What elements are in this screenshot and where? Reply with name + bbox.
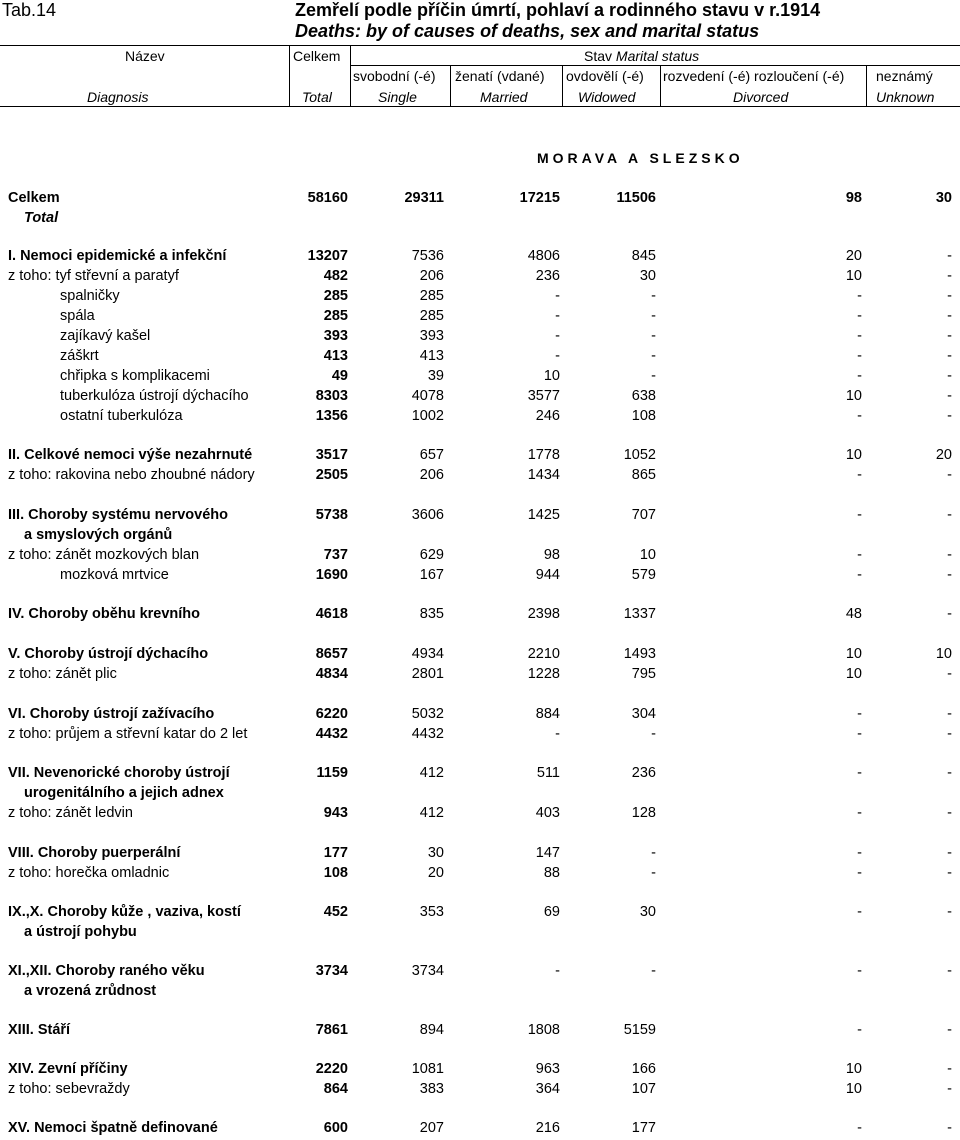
- cell-value: 88: [543, 865, 560, 881]
- cell-value: 10: [845, 1061, 862, 1077]
- cell-value: -: [947, 845, 952, 861]
- table-row: [0, 765, 960, 785]
- cell-value: 107: [631, 1081, 656, 1097]
- cell-value: 412: [419, 805, 444, 821]
- row-label: z toho: průjem a střevní katar do 2 let: [8, 726, 248, 742]
- cell-value: 1356: [315, 408, 348, 424]
- cell-value: 10: [639, 547, 656, 563]
- cell-value: 452: [323, 904, 348, 920]
- cell-value: -: [947, 1120, 952, 1136]
- col-married-label: ženatí (vdané): [455, 68, 545, 84]
- table-row: [0, 288, 960, 308]
- cell-value: 1434: [527, 467, 560, 483]
- table-row: [0, 785, 960, 805]
- cell-value: -: [857, 706, 862, 722]
- cell-value: -: [651, 845, 656, 861]
- cell-value: 894: [419, 1022, 444, 1038]
- cell-value: 69: [543, 904, 560, 920]
- cell-value: 1228: [527, 666, 560, 682]
- cell-value: -: [857, 408, 862, 424]
- row-label: IV. Choroby oběhu krevního: [8, 606, 201, 622]
- cell-value: 30: [639, 268, 656, 284]
- cell-value: 4806: [527, 248, 560, 264]
- cell-value: -: [947, 765, 952, 781]
- cell-value: 10: [543, 368, 560, 384]
- cell-value: 10: [845, 268, 862, 284]
- cell-value: -: [857, 805, 862, 821]
- cell-value: 167: [419, 567, 444, 583]
- cell-value: -: [857, 845, 862, 861]
- row-label: z toho: horečka omladnic: [8, 865, 170, 881]
- cell-value: 49: [331, 368, 348, 384]
- table-row: [0, 467, 960, 487]
- col-unknown-label: neznámý: [876, 68, 933, 84]
- cell-value: 128: [631, 805, 656, 821]
- cell-value: 4934: [411, 646, 444, 662]
- region-heading: MORAVA A SLEZSKO: [537, 150, 744, 166]
- cell-value: -: [651, 368, 656, 384]
- cell-value: 403: [535, 805, 560, 821]
- cell-value: 8303: [315, 388, 348, 404]
- cell-value: 17215: [519, 190, 560, 206]
- row-label: ostatní tuberkulóza: [60, 408, 183, 424]
- cell-value: -: [947, 606, 952, 622]
- cell-value: 3734: [315, 963, 348, 979]
- cell-value: 30: [427, 845, 444, 861]
- cell-value: -: [857, 507, 862, 523]
- cell-value: 393: [323, 328, 348, 344]
- cell-value: 10: [845, 666, 862, 682]
- cell-value: -: [857, 1120, 862, 1136]
- cell-value: 835: [419, 606, 444, 622]
- cell-value: -: [651, 865, 656, 881]
- col-name-label-en: Diagnosis: [87, 89, 149, 105]
- cell-value: -: [947, 507, 952, 523]
- row-label: z toho: tyf střevní a paratyf: [8, 268, 179, 284]
- table-row: [0, 706, 960, 726]
- table-row: [0, 1081, 960, 1101]
- col-divorced-label-en: Divorced: [733, 89, 789, 105]
- col-total-label-en: Total: [302, 89, 332, 105]
- table-row: [0, 983, 960, 1003]
- row-label: IX.,X. Choroby kůže , vaziva, kostí: [8, 904, 241, 920]
- cell-value: 7536: [411, 248, 444, 264]
- cell-value: 3517: [315, 447, 348, 463]
- cell-value: -: [947, 288, 952, 304]
- page-subtitle: Deaths: by of causes of deaths, sex and marital status: [295, 21, 760, 41]
- table-row: [0, 865, 960, 885]
- col-widowed-label: ovdovělí (-é): [566, 68, 644, 84]
- cell-value: -: [857, 547, 862, 563]
- cell-value: 8657: [315, 646, 348, 662]
- cell-value: -: [947, 865, 952, 881]
- cell-value: 795: [631, 666, 656, 682]
- table-row: [0, 328, 960, 348]
- row-label: tuberkulóza ústrojí dýchacího: [60, 388, 249, 404]
- cell-value: -: [651, 348, 656, 364]
- row-label: záškrt: [60, 348, 99, 364]
- cell-value: 20: [935, 447, 952, 463]
- cell-value: -: [947, 328, 952, 344]
- cell-value: 3734: [411, 963, 444, 979]
- cell-value: 1081: [411, 1061, 444, 1077]
- cell-value: 11506: [616, 190, 656, 206]
- cell-value: -: [947, 308, 952, 324]
- row-label: z toho: zánět ledvin: [8, 805, 133, 821]
- cell-value: 166: [631, 1061, 656, 1077]
- cell-value: 1808: [527, 1022, 560, 1038]
- table-row: [0, 368, 960, 388]
- cell-value: 1425: [527, 507, 560, 523]
- cell-value: 207: [419, 1120, 444, 1136]
- cell-value: 845: [631, 248, 656, 264]
- cell-value: -: [857, 288, 862, 304]
- cell-value: -: [947, 408, 952, 424]
- cell-value: -: [857, 348, 862, 364]
- cell-value: -: [947, 805, 952, 821]
- cell-value: -: [857, 308, 862, 324]
- cell-value: 1337: [623, 606, 656, 622]
- row-label: chřipka s komplikacemi: [60, 368, 210, 384]
- cell-value: 4618: [315, 606, 348, 622]
- cell-value: 2398: [527, 606, 560, 622]
- col-total-label: Celkem: [293, 48, 341, 64]
- cell-value: 865: [631, 467, 656, 483]
- row-label: III. Choroby systému nervového: [8, 507, 228, 523]
- table-row: [0, 805, 960, 825]
- cell-value: -: [947, 248, 952, 264]
- col-widowed-label-en: Widowed: [578, 89, 636, 105]
- cell-value: -: [857, 567, 862, 583]
- row-label: Total: [24, 210, 59, 226]
- cell-value: 147: [535, 845, 560, 861]
- stav-label: Stav Marital status: [584, 48, 700, 64]
- cell-value: -: [947, 904, 952, 920]
- cell-value: -: [555, 348, 560, 364]
- cell-value: 29311: [404, 190, 444, 206]
- row-label: zajíkavý kašel: [60, 328, 151, 344]
- table-row: [0, 348, 960, 368]
- cell-value: 10: [935, 646, 952, 662]
- cell-value: -: [947, 706, 952, 722]
- cell-value: -: [651, 963, 656, 979]
- row-label: mozková mrtvice: [60, 567, 169, 583]
- cell-value: -: [857, 865, 862, 881]
- cell-value: -: [947, 268, 952, 284]
- cell-value: 1778: [527, 447, 560, 463]
- cell-value: -: [947, 467, 952, 483]
- cell-value: 30: [639, 904, 656, 920]
- cell-value: -: [857, 328, 862, 344]
- cell-value: 177: [323, 845, 348, 861]
- row-label: z toho: zánět mozkových blan: [8, 547, 200, 563]
- cell-value: 4078: [411, 388, 444, 404]
- row-label: a ústrojí pohybu: [24, 924, 137, 940]
- row-label: VIII. Choroby puerperální: [8, 845, 181, 861]
- table-row: [0, 646, 960, 666]
- cell-value: -: [651, 308, 656, 324]
- cell-value: 707: [631, 507, 656, 523]
- row-label: VI. Choroby ústrojí zažívacího: [8, 706, 215, 722]
- row-label: spála: [60, 308, 95, 324]
- cell-value: 4834: [315, 666, 348, 682]
- cell-value: 413: [419, 348, 444, 364]
- cell-value: 285: [419, 288, 444, 304]
- cell-value: -: [857, 904, 862, 920]
- cell-value: 20: [845, 248, 862, 264]
- table-row: [0, 507, 960, 527]
- cell-value: 413: [323, 348, 348, 364]
- cell-value: 10: [845, 1081, 862, 1097]
- cell-value: 285: [323, 288, 348, 304]
- row-label: z toho: rakovina nebo zhoubné nádory: [8, 467, 255, 483]
- cell-value: -: [947, 1061, 952, 1077]
- table-row: [0, 408, 960, 428]
- cell-value: 864: [323, 1081, 348, 1097]
- cell-value: 236: [535, 268, 560, 284]
- cell-value: 98: [543, 547, 560, 563]
- row-label: XIV. Zevní příčiny: [8, 1061, 128, 1077]
- col-married-label-en: Married: [480, 89, 528, 105]
- cell-value: -: [947, 368, 952, 384]
- cell-value: 944: [535, 567, 560, 583]
- cell-value: 5032: [411, 706, 444, 722]
- cell-value: 5159: [623, 1022, 656, 1038]
- table-row: [0, 388, 960, 408]
- row-label: XV. Nemoci špatně definované: [8, 1120, 218, 1136]
- col-single-label-en: Single: [378, 89, 417, 105]
- cell-value: -: [555, 726, 560, 742]
- cell-value: -: [857, 765, 862, 781]
- cell-value: 393: [419, 328, 444, 344]
- cell-value: 177: [631, 1120, 656, 1136]
- cell-value: -: [947, 388, 952, 404]
- row-label: XI.,XII. Choroby raného věku: [8, 963, 205, 979]
- cell-value: 2210: [527, 646, 560, 662]
- table-row: [0, 447, 960, 467]
- cell-value: 108: [631, 408, 656, 424]
- cell-value: 10: [845, 447, 862, 463]
- cell-value: -: [947, 963, 952, 979]
- cell-value: 98: [845, 190, 862, 206]
- cell-value: 579: [631, 567, 656, 583]
- cell-value: 4432: [315, 726, 348, 742]
- cell-value: -: [947, 726, 952, 742]
- col-name-label: Název: [125, 48, 165, 64]
- cell-value: 30: [935, 190, 952, 206]
- cell-value: 943: [323, 805, 348, 821]
- row-label: I. Nemoci epidemické a infekční: [8, 248, 227, 264]
- cell-value: 1690: [315, 567, 348, 583]
- cell-value: 39: [427, 368, 444, 384]
- table-number: Tab.14: [2, 0, 57, 20]
- cell-value: 600: [323, 1120, 348, 1136]
- cell-value: 206: [419, 268, 444, 284]
- cell-value: 2801: [411, 666, 444, 682]
- table-row: [0, 904, 960, 924]
- cell-value: 2220: [315, 1061, 348, 1077]
- cell-value: -: [857, 963, 862, 979]
- cell-value: 304: [631, 706, 656, 722]
- cell-value: 236: [631, 765, 656, 781]
- row-label: V. Choroby ústrojí dýchacího: [8, 646, 209, 662]
- row-label: VII. Nevenorické choroby ústrojí: [8, 765, 230, 781]
- row-label: z toho: zánět plic: [8, 666, 117, 682]
- cell-value: 412: [419, 765, 444, 781]
- table-row: [0, 1022, 960, 1042]
- cell-value: -: [947, 1081, 952, 1097]
- cell-value: -: [947, 1022, 952, 1038]
- table-row: [0, 567, 960, 587]
- col-single-label: svobodní (-é): [353, 68, 436, 84]
- cell-value: 353: [419, 904, 444, 920]
- cell-value: -: [857, 467, 862, 483]
- cell-value: -: [651, 328, 656, 344]
- cell-value: -: [947, 567, 952, 583]
- cell-value: 383: [419, 1081, 444, 1097]
- cell-value: 1159: [316, 765, 348, 781]
- cell-value: 10: [845, 388, 862, 404]
- cell-value: 364: [535, 1081, 560, 1097]
- cell-value: 963: [535, 1061, 560, 1077]
- table-row: [0, 248, 960, 268]
- row-label: XIII. Stáří: [8, 1022, 71, 1038]
- table-row: [0, 210, 960, 230]
- cell-value: 1493: [623, 646, 656, 662]
- cell-value: 246: [535, 408, 560, 424]
- row-label: a vrozená zrůdnost: [24, 983, 157, 999]
- row-label: II. Celkové nemoci výše nezahrnuté: [8, 447, 253, 463]
- cell-value: -: [651, 726, 656, 742]
- col-divorced-label: rozvedení (-é) rozloučení (-é): [663, 68, 845, 84]
- cell-value: 884: [535, 706, 560, 722]
- cell-value: 482: [323, 268, 348, 284]
- cell-value: 2505: [315, 467, 348, 483]
- table-row: [0, 666, 960, 686]
- cell-value: 629: [419, 547, 444, 563]
- cell-value: 5738: [315, 507, 348, 523]
- cell-value: 58160: [307, 190, 348, 206]
- cell-value: 7861: [315, 1022, 348, 1038]
- cell-value: 20: [427, 865, 444, 881]
- col-unknown-label-en: Unknown: [876, 89, 935, 105]
- table-row: [0, 726, 960, 746]
- cell-value: 285: [323, 308, 348, 324]
- table-row: [0, 963, 960, 983]
- cell-value: -: [857, 1022, 862, 1038]
- row-label: spalničky: [60, 288, 120, 304]
- cell-value: 6220: [315, 706, 348, 722]
- table-row: [0, 190, 960, 210]
- cell-value: -: [555, 328, 560, 344]
- row-label: urogenitálního a jejich adnex: [24, 785, 224, 801]
- cell-value: -: [947, 547, 952, 563]
- cell-value: 4432: [411, 726, 444, 742]
- cell-value: 1052: [623, 447, 656, 463]
- table-row: [0, 547, 960, 567]
- table-row: [0, 268, 960, 288]
- cell-value: 638: [631, 388, 656, 404]
- cell-value: 1002: [411, 408, 444, 424]
- table-row: [0, 308, 960, 328]
- cell-value: -: [947, 348, 952, 364]
- cell-value: 657: [419, 447, 444, 463]
- row-label: z toho: sebevraždy: [8, 1081, 130, 1097]
- cell-value: 3606: [411, 507, 444, 523]
- table-row: [0, 845, 960, 865]
- table-row: [0, 606, 960, 626]
- table-row: [0, 1120, 960, 1140]
- cell-value: 511: [536, 765, 560, 781]
- cell-value: -: [555, 288, 560, 304]
- cell-value: -: [857, 368, 862, 384]
- cell-value: -: [857, 726, 862, 742]
- row-label: Celkem: [8, 190, 60, 206]
- cell-value: 108: [323, 865, 348, 881]
- cell-value: 48: [845, 606, 862, 622]
- cell-value: 737: [323, 547, 348, 563]
- row-label: a smyslových orgánů: [24, 527, 173, 543]
- table-row: [0, 527, 960, 547]
- cell-value: 206: [419, 467, 444, 483]
- cell-value: 216: [535, 1120, 560, 1136]
- cell-value: 13207: [307, 248, 348, 264]
- cell-value: -: [651, 288, 656, 304]
- cell-value: -: [947, 666, 952, 682]
- cell-value: -: [555, 963, 560, 979]
- cell-value: 10: [845, 646, 862, 662]
- cell-value: 285: [419, 308, 444, 324]
- table-row: [0, 924, 960, 944]
- table-row: [0, 1061, 960, 1081]
- page-title: Zemřelí podle příčin úmrtí, pohlaví a rodinného stavu v r.1914: [295, 0, 821, 20]
- cell-value: -: [555, 308, 560, 324]
- cell-value: 3577: [527, 388, 560, 404]
